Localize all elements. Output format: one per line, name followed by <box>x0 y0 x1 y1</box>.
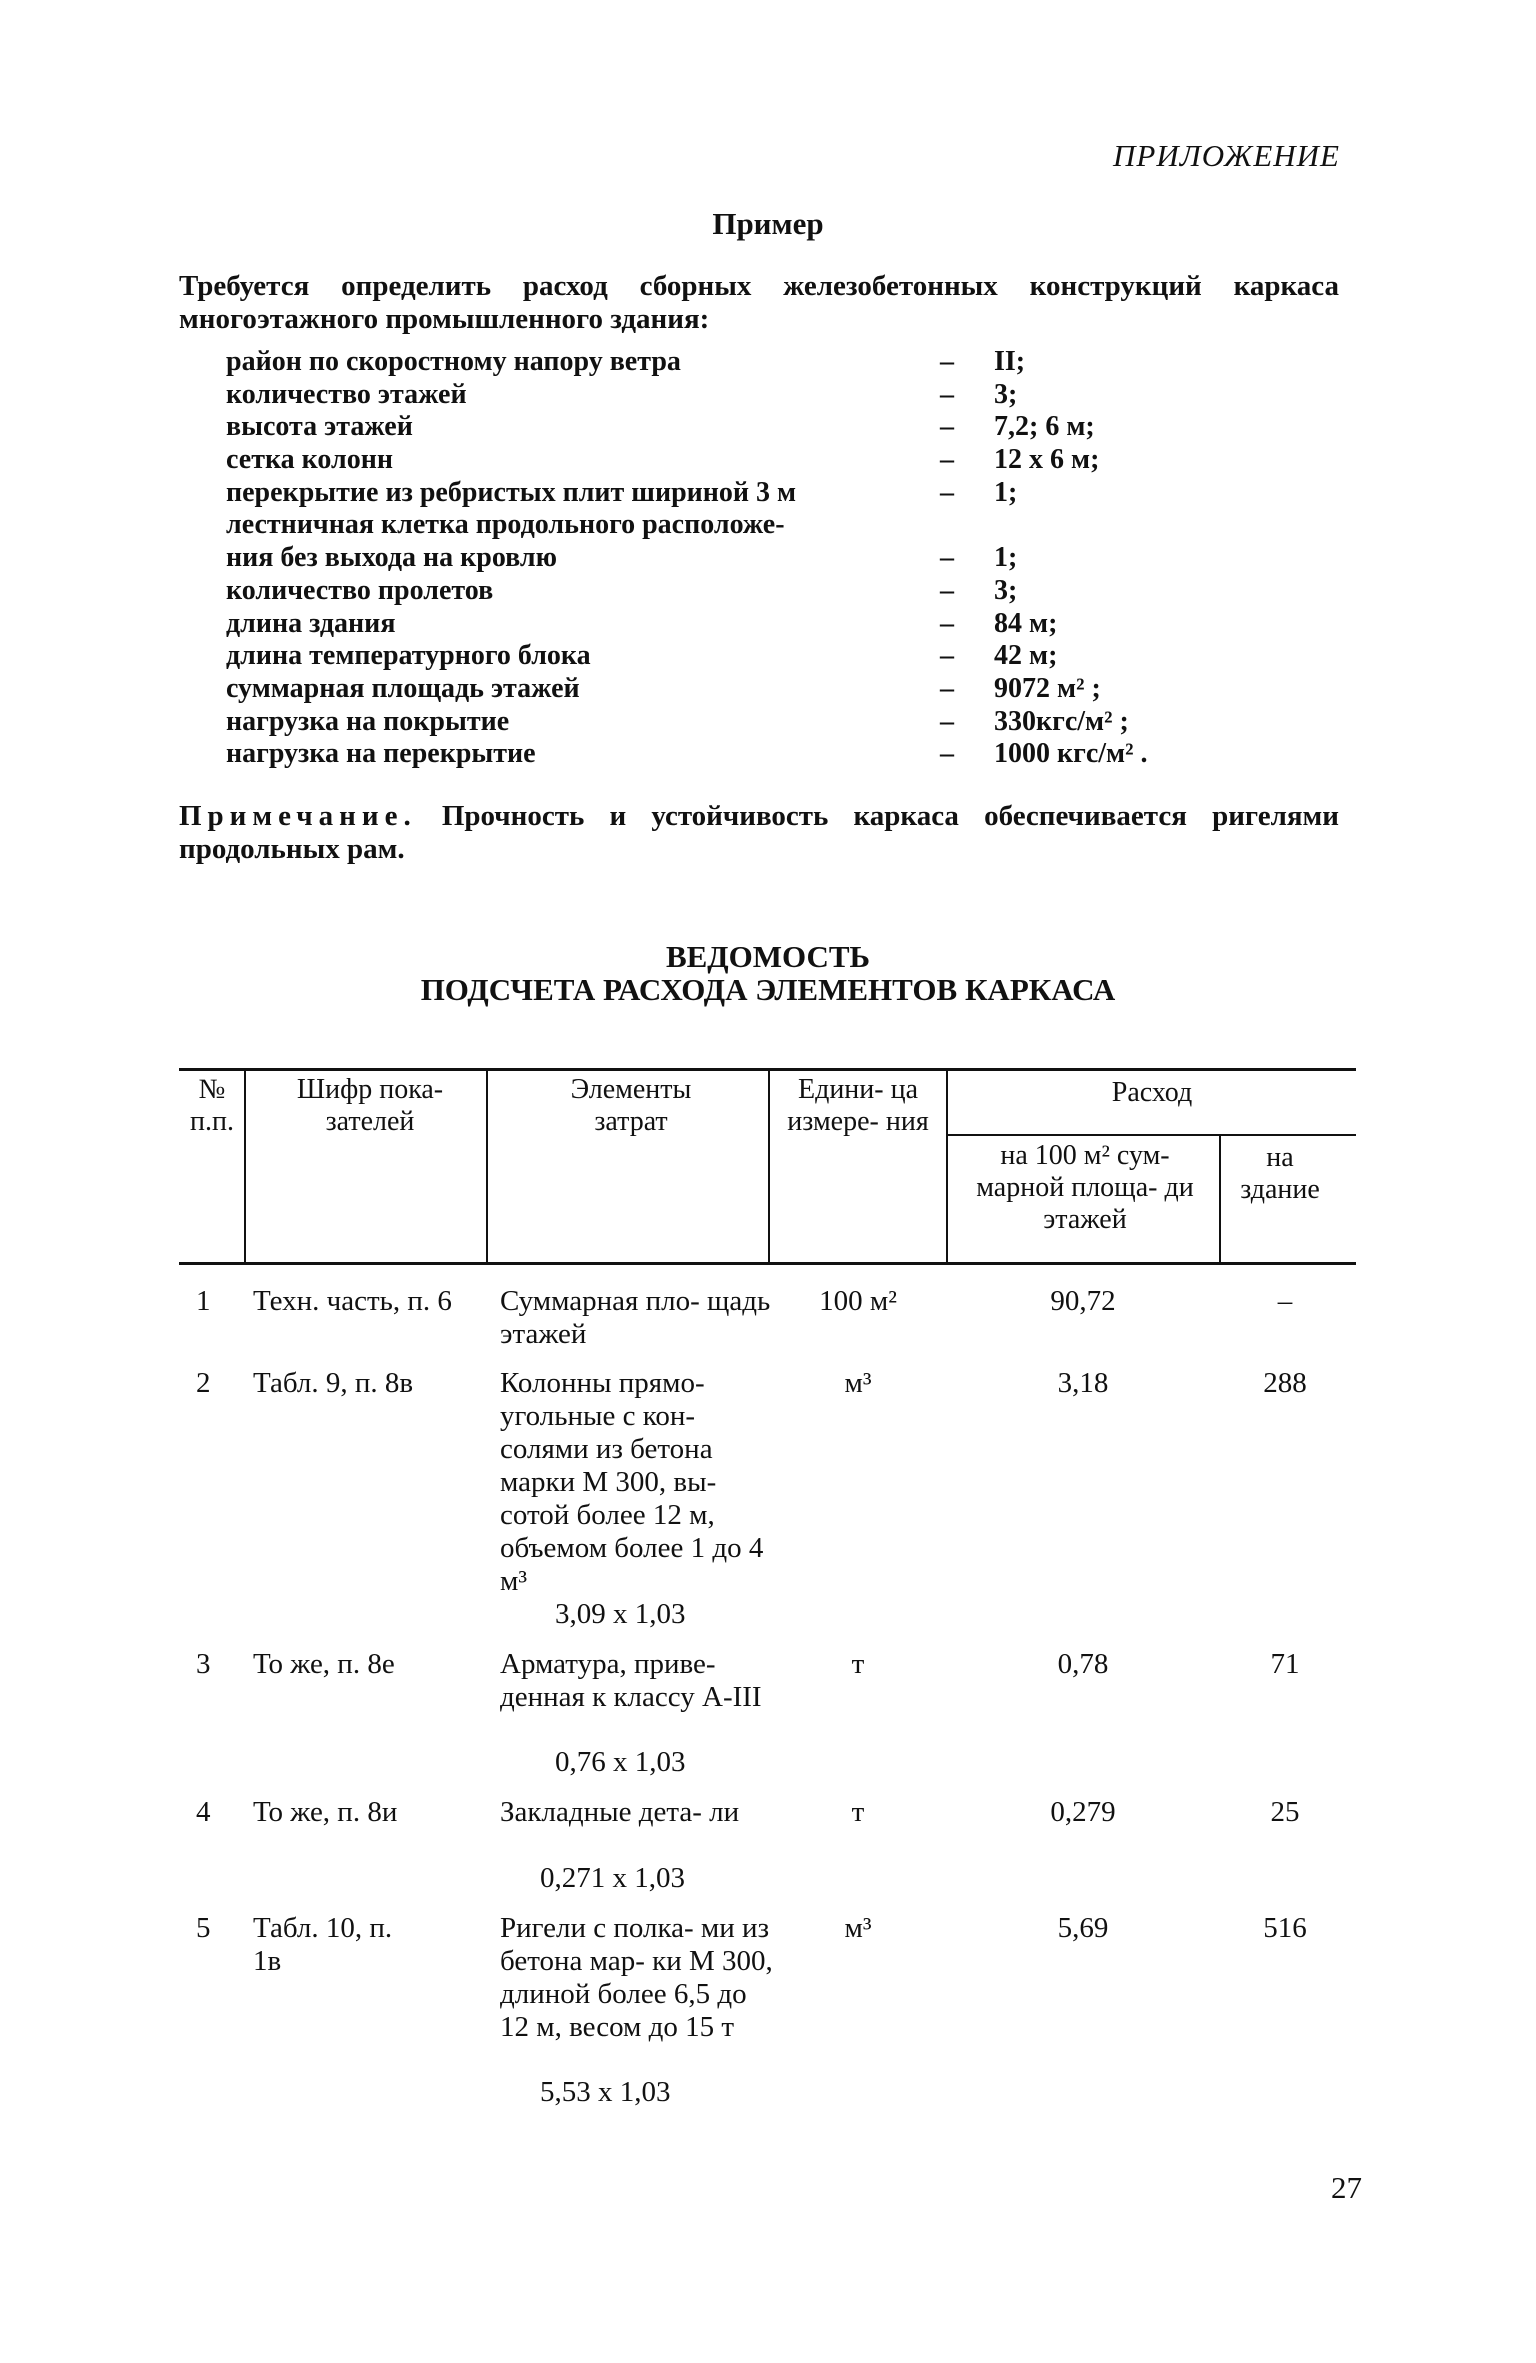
row-unit: т <box>851 1648 865 1680</box>
param-label: сетка колонн <box>226 444 394 476</box>
col-divider <box>768 1068 770 1264</box>
row-code: То же, п. 8и <box>253 1796 398 1828</box>
consumption-divider <box>946 1134 1356 1136</box>
param-dash: – <box>940 672 954 704</box>
param-label: нагрузка на покрытие <box>226 705 510 737</box>
param-value: 330кгс/м² ; <box>994 705 1129 737</box>
param-row <box>226 673 1226 706</box>
row-unit: м³ <box>844 1912 872 1944</box>
row-building: 288 <box>1263 1367 1307 1399</box>
param-row <box>226 706 1226 739</box>
row-calc: 3,09 х 1,03 <box>555 1598 686 1630</box>
param-value: 42 м; <box>994 640 1058 672</box>
param-dash: – <box>940 476 954 508</box>
param-row <box>226 477 1226 510</box>
param-value: II; <box>994 346 1026 377</box>
row-per-100: 5,69 <box>1057 1912 1109 1944</box>
header-consumption: Расход <box>1111 1077 1193 1108</box>
row-element: Ригели с полка- ми из бетона мар- ки М 300, длиной более 6,5 до 12 м, весом до 15 т <box>500 1912 773 2043</box>
param-dash: – <box>940 346 954 377</box>
row-building: 516 <box>1263 1912 1307 1944</box>
param-dash: – <box>940 574 954 606</box>
row-number: 2 <box>196 1367 211 1399</box>
appendix-label: ПРИЛОЖЕНИЕ <box>1113 138 1340 173</box>
param-value: 7,2; 6 м; <box>994 411 1095 443</box>
col-divider <box>244 1068 246 1264</box>
task-text: Требуется определить расход сборных железобетонных конструкций каркаса многоэтажного промышленного здания: <box>179 270 1339 335</box>
param-value: 3; <box>994 378 1018 410</box>
param-row <box>226 608 1226 641</box>
row-number: 1 <box>196 1285 211 1317</box>
param-row <box>226 444 1226 477</box>
param-dash: – <box>940 640 954 672</box>
param-row <box>226 411 1226 444</box>
row-per-100: 3,18 <box>1057 1367 1109 1399</box>
param-row <box>226 542 1226 575</box>
param-label: длина температурного блока <box>226 640 591 672</box>
row-code: Техн. часть, п. 6 <box>253 1285 452 1317</box>
row-unit: м³ <box>844 1367 872 1399</box>
param-dash: – <box>940 411 954 443</box>
row-unit: 100 м² <box>819 1285 897 1317</box>
param-label: высота этажей <box>226 411 413 443</box>
param-value: 12 х 6 м; <box>994 444 1100 476</box>
param-label: нагрузка на перекрытие <box>226 738 536 770</box>
note-label: Примечание. <box>179 800 417 832</box>
param-row <box>226 575 1226 608</box>
param-label: длина здания <box>226 607 396 639</box>
param-label: район по скоростному напору ветра <box>226 346 681 377</box>
row-per-100: 0,279 <box>1050 1796 1116 1828</box>
example-title: Пример <box>712 206 824 241</box>
header-building: на здание <box>1240 1142 1320 1205</box>
row-per-100: 90,72 <box>1050 1285 1116 1317</box>
param-label: количество этажей <box>226 378 467 410</box>
param-value: 3; <box>994 574 1018 606</box>
row-code: Табл. 10, п. 1в <box>253 1912 393 1977</box>
row-building: 71 <box>1270 1648 1300 1680</box>
row-unit: т <box>851 1796 865 1828</box>
row-calc: 0,76 х 1,03 <box>555 1746 686 1778</box>
row-calc: 5,53 х 1,03 <box>540 2076 671 2108</box>
param-value: 1; <box>994 476 1018 508</box>
row-building: – <box>1277 1285 1293 1317</box>
param-row <box>226 379 1226 412</box>
row-per-100: 0,78 <box>1057 1648 1109 1680</box>
param-label: ния без выхода на кровлю <box>226 542 557 574</box>
row-element: Арматура, приве- денная к классу А-III <box>500 1648 762 1713</box>
param-row <box>226 738 1226 771</box>
note <box>179 800 1339 866</box>
param-dash: – <box>940 738 954 770</box>
header-unit: Едини- ца измере- ния <box>787 1074 929 1137</box>
header-elements: Элементы затрат <box>570 1074 692 1137</box>
param-value: 1; <box>994 542 1018 574</box>
param-value: 9072 м² ; <box>994 672 1101 704</box>
param-dash: – <box>940 378 954 410</box>
param-row <box>226 640 1226 673</box>
parameters-list <box>226 346 1226 771</box>
header-number: № п.п. <box>190 1074 234 1137</box>
param-dash: – <box>940 542 954 574</box>
sheet-title <box>0 940 1536 1006</box>
param-row <box>226 346 1226 379</box>
col-divider <box>486 1068 488 1264</box>
param-label: перекрытие из ребристых плит шириной 3 м <box>226 476 797 508</box>
param-value: 84 м; <box>994 607 1058 639</box>
param-dash: – <box>940 705 954 737</box>
row-element: Закладные дета- ли <box>500 1796 740 1828</box>
col-divider <box>1219 1134 1221 1264</box>
row-number: 5 <box>196 1912 211 1944</box>
row-building: 25 <box>1270 1796 1300 1828</box>
param-dash: – <box>940 444 954 476</box>
header-per-100: на 100 м² сум- марной площа- ди этажей <box>976 1140 1194 1235</box>
row-calc: 0,271 х 1,03 <box>540 1862 685 1894</box>
header-code: Шифр пока- зателей <box>296 1074 444 1137</box>
param-value: 1000 кгс/м² . <box>994 738 1148 770</box>
param-dash: – <box>940 607 954 639</box>
row-number: 3 <box>196 1648 211 1680</box>
row-element: Суммарная пло- щадь этажей <box>500 1285 771 1350</box>
param-row <box>226 509 1226 542</box>
sheet-title-line2: ПОДСЧЕТА РАСХОДА ЭЛЕМЕНТОВ КАРКАСА <box>420 972 1116 1007</box>
page-number: 27 <box>1331 2170 1362 2205</box>
row-number: 4 <box>196 1796 211 1828</box>
param-label: количество пролетов <box>226 574 494 606</box>
sheet-title-line1: ВЕДОМОСТЬ <box>665 939 871 974</box>
row-code: То же, п. 8е <box>253 1648 395 1680</box>
row-element: Колонны прямо- угольные с кон- солями из бетона марки М 300, вы- сотой более 12 м, объемом более 1 до 4 м³ <box>500 1367 764 1597</box>
param-label: лестничная клетка продольного расположе- <box>226 509 785 541</box>
row-code: Табл. 9, п. 8в <box>253 1367 414 1399</box>
param-label: суммарная площадь этажей <box>226 672 580 704</box>
note-text: Прочность и устойчивость каркаса обеспечивается ригелями продольных рам. <box>179 800 1339 865</box>
